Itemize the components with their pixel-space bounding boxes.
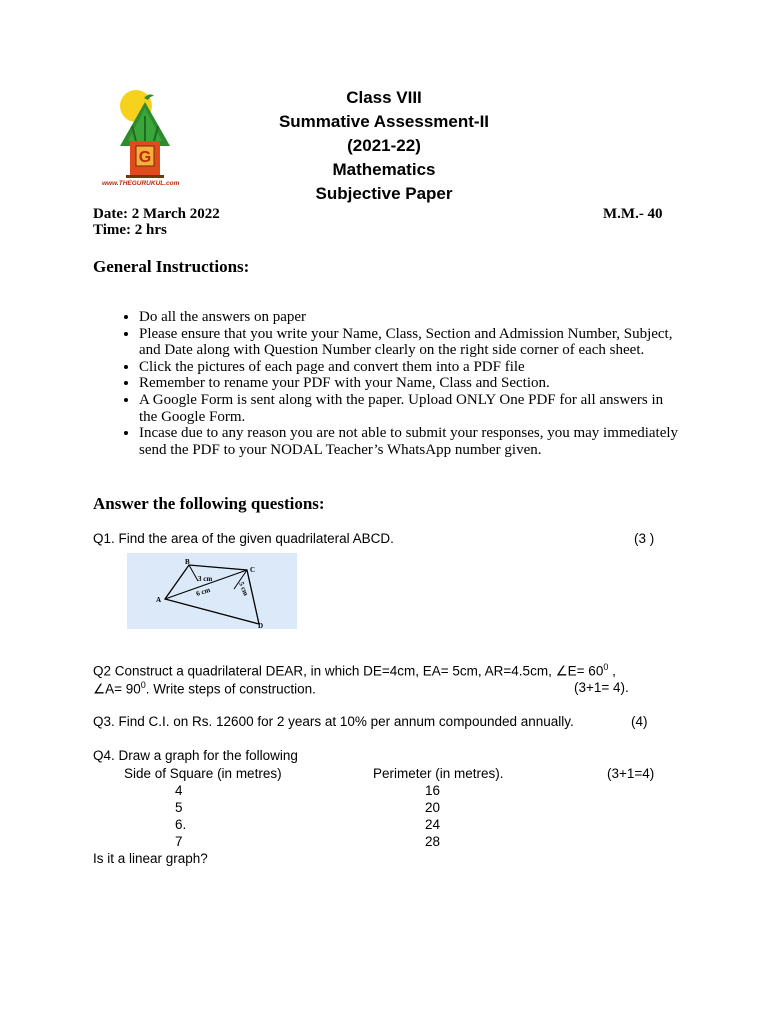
dimension-5cm: 5 cm: [237, 580, 250, 597]
question-2-text-b: ,: [608, 663, 616, 679]
question-4-marks: (3+1=4): [607, 766, 655, 781]
header-exam: Summative Assessment-II: [278, 112, 490, 131]
side-value: 7: [175, 834, 183, 849]
perimeter-value: 16: [425, 783, 441, 798]
instruction-item: • Remember to rename your PDF with your Name, Class and Section.: [139, 375, 683, 392]
vertex-b-label: B: [185, 558, 190, 566]
table-header-perimeter: Perimeter (in metres).: [373, 766, 504, 781]
quadrilateral-figure: [127, 553, 297, 629]
header-subject: Mathematics: [332, 160, 436, 179]
dimension-3cm: 3 cm: [198, 575, 213, 583]
instruction-item: • Please ensure that you write your Name, Class, Section and Admission Number, Subject, and Date along with Question Number clearly on the right side corner of each sheet.: [139, 326, 683, 359]
question-1-marks: (3 ): [634, 531, 655, 546]
exam-time: Time: 2 hrs: [93, 222, 167, 238]
header-paper-type: Subjective Paper: [315, 184, 453, 203]
instruction-item: • A Google Form is sent along with the paper. Upload ONLY One PDF for all answers in the Google Form.: [139, 392, 683, 425]
instruction-item: • Do all the answers on paper: [139, 309, 683, 326]
dimension-6cm: 6 cm: [195, 585, 212, 598]
instruction-item: • Click the pictures of each page and convert them into a PDF file: [139, 359, 683, 376]
question-2-marks: (3+1= 4).: [574, 680, 629, 695]
question-2-line-2: [93, 680, 316, 698]
question-4-text: Q4. Draw a graph for the following: [93, 748, 298, 763]
instructions-heading: General Instructions:: [93, 257, 250, 276]
degree-superscript: 0: [603, 662, 609, 672]
question-2-text-d: . Write steps of construction.: [145, 681, 316, 697]
question-2-text-a: Q2 Construct a quadrilateral DEAR, in which DE=4cm, EA= 5cm, AR=4.5cm, ∠E= 60: [93, 663, 604, 679]
question-3-text: Q3. Find C.I. on Rs. 12600 for 2 years at 10% per annum compounded annually.: [93, 714, 574, 729]
perimeter-value: 24: [425, 817, 441, 832]
vertex-c-label: C: [250, 566, 256, 574]
instruction-item: • Incase due to any reason you are not able to submit your responses, you may immediately send the PDF to your NODAL Teacher’s WhatsApp number given.: [139, 425, 683, 458]
perimeter-value: 20: [425, 800, 441, 815]
questions-heading: Answer the following questions:: [93, 494, 325, 513]
perimeter-value: 28: [425, 834, 441, 849]
side-value: 6.: [175, 817, 187, 832]
header-class: Class VIII: [346, 88, 422, 107]
instructions-list: [93, 309, 683, 458]
question-2-text-c: ∠A= 90: [93, 681, 141, 697]
vertex-a-label: A: [156, 596, 162, 604]
question-1-text: Q1. Find the area of the given quadrilateral ABCD.: [93, 531, 394, 546]
logo-letter: G: [138, 149, 152, 166]
side-value: 5: [175, 800, 183, 815]
max-marks: M.M.- 40: [603, 206, 663, 222]
table-header-side: Side of Square (in metres): [124, 766, 282, 781]
vertex-d-label: D: [258, 622, 264, 629]
question-3-marks: (4): [631, 714, 648, 729]
side-value: 4: [175, 783, 183, 798]
question-4-followup: Is it a linear graph?: [93, 851, 208, 866]
header-session: (2021-22): [347, 136, 421, 155]
degree-superscript: 0: [140, 680, 146, 690]
logo-wordmark: www.THEGURUKUL.com: [102, 180, 180, 187]
exam-date: Date: 2 March 2022: [93, 206, 220, 222]
question-2-line-1: [93, 662, 616, 680]
